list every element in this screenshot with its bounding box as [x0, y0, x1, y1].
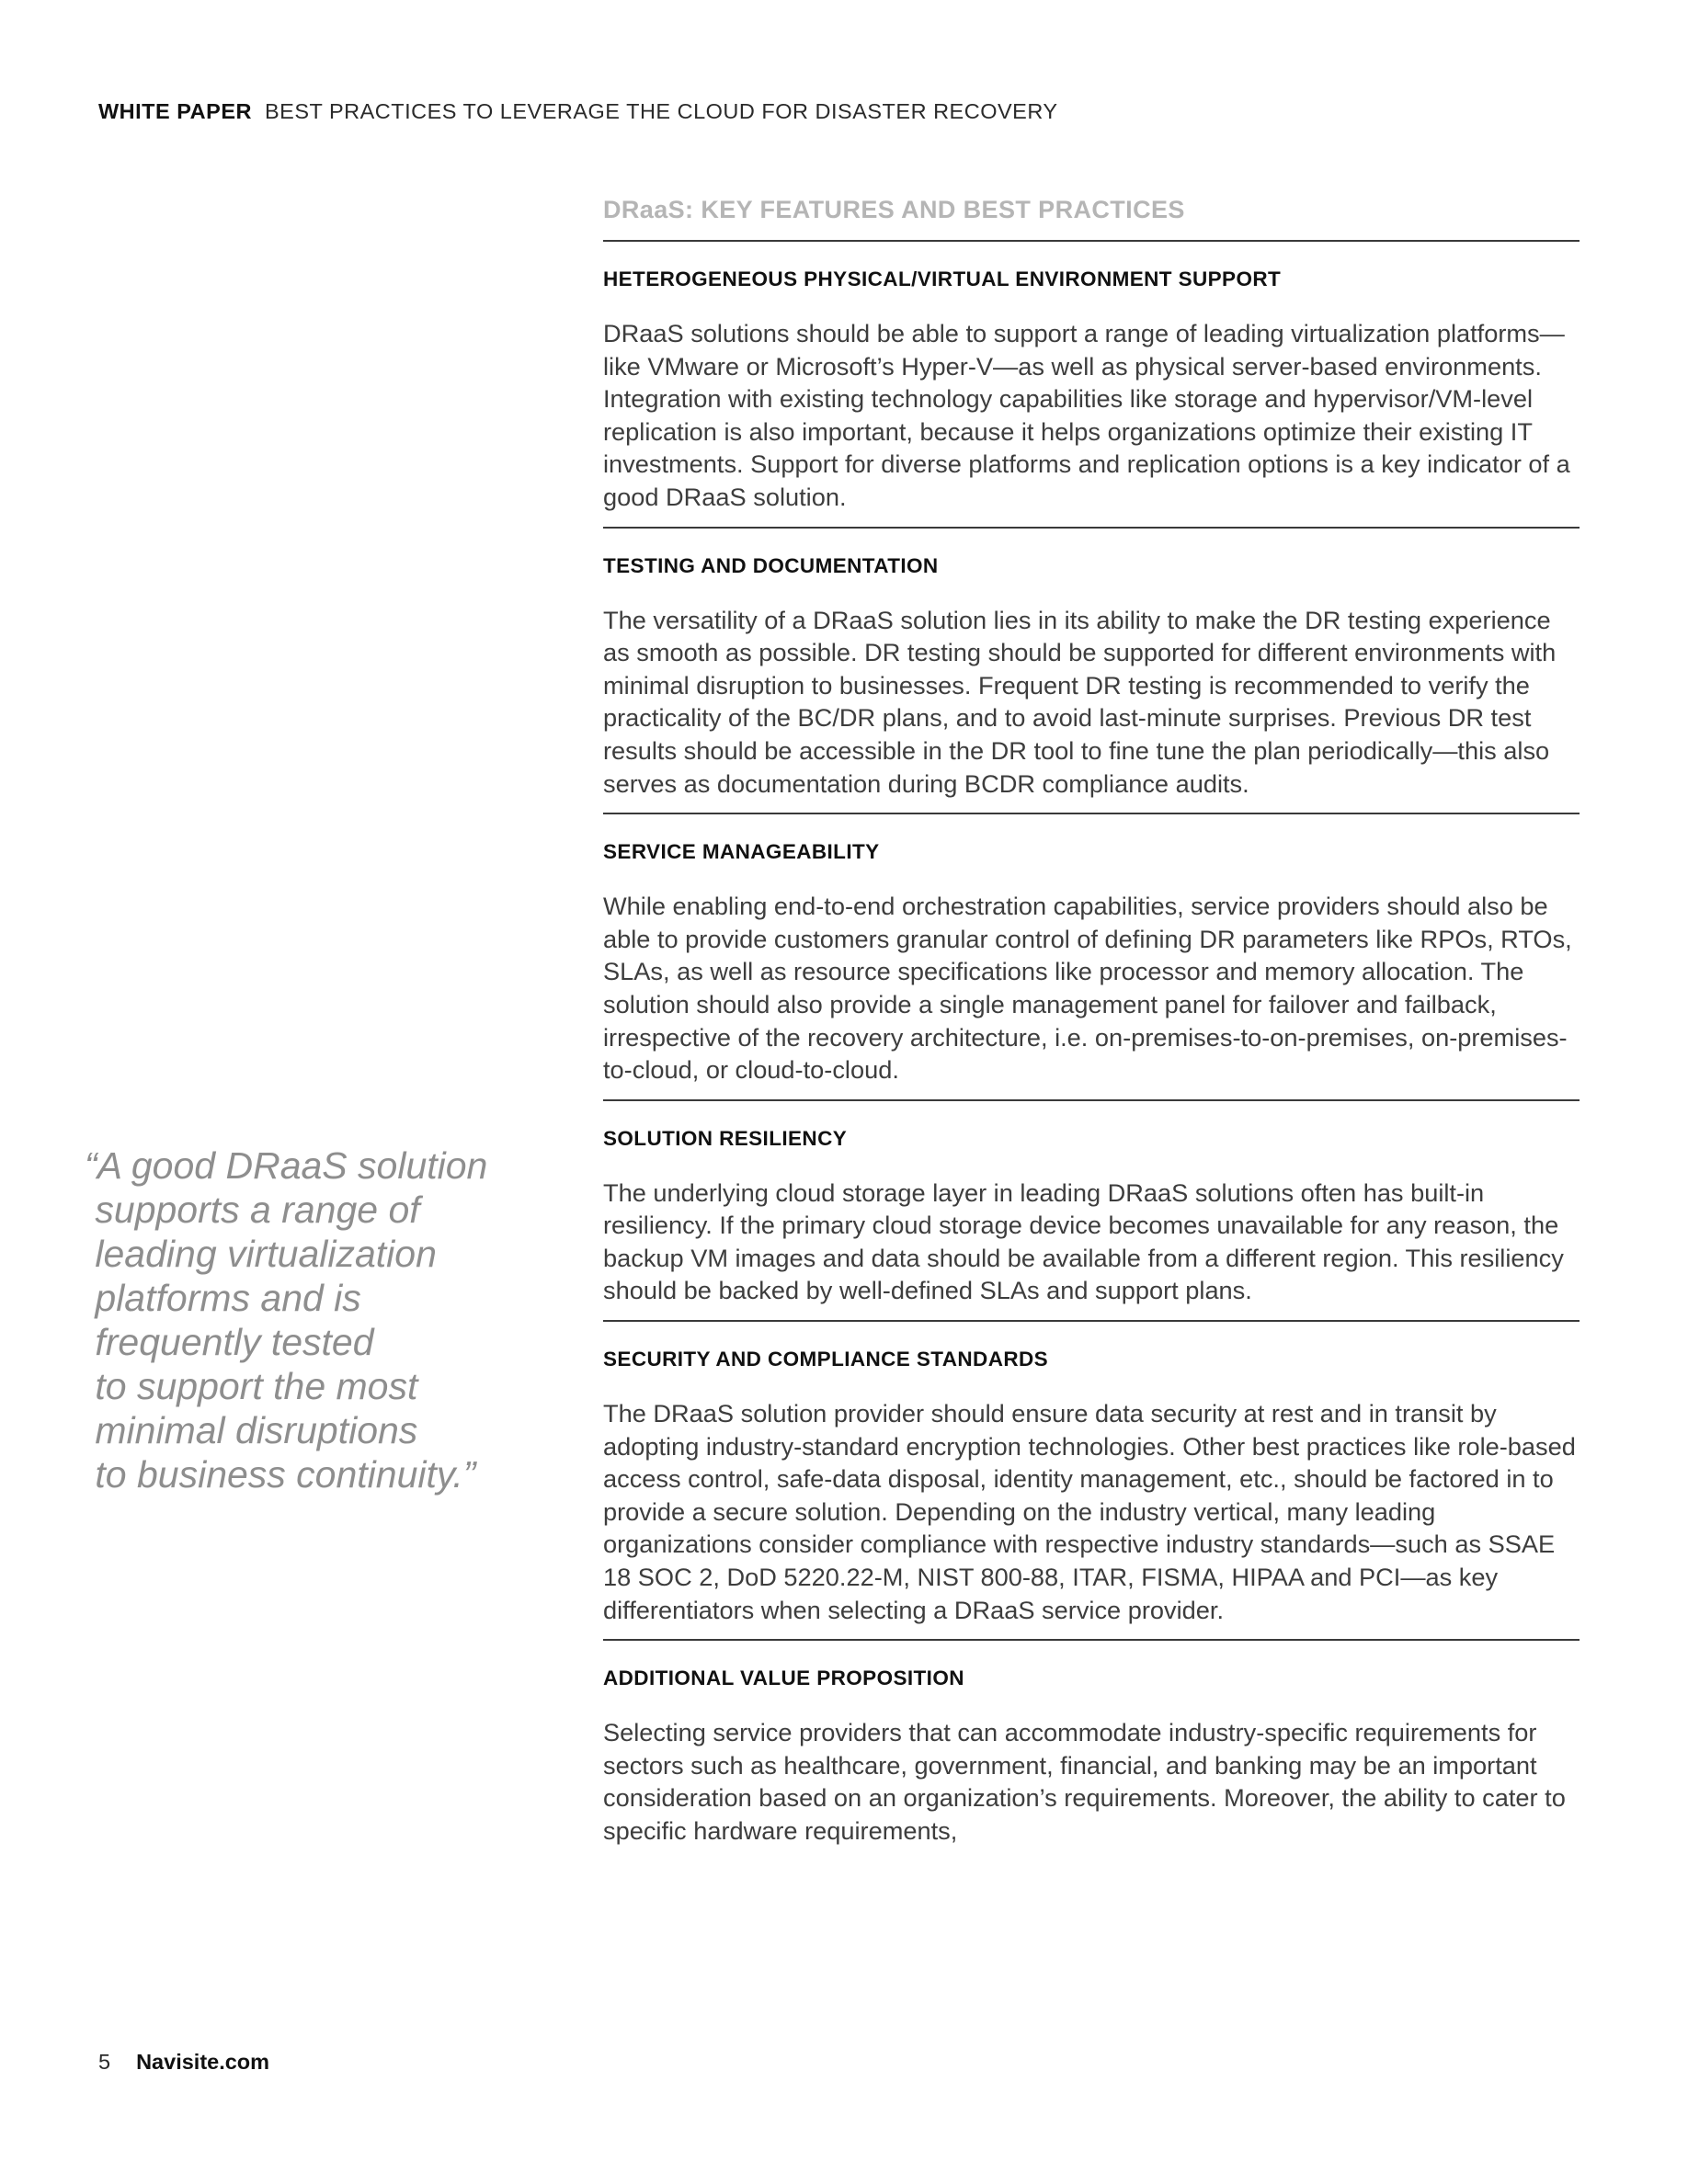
feature-body: The underlying cloud storage layer in leading DRaaS solutions often has built-in resiliency. If the primary cloud storage device becomes unavailable for any reason, the backup VM images and data should be available from a different region. This resiliency should be backed by well-defined SLAs and support plans. — [603, 1177, 1564, 1305]
feature-body: Selecting service providers that can accommodate industry-specific requirements for sectors such as healthcare, government, financial, and banking may be an important consideration based on an organization’s requirements. Moreover, the ability to cater to specific hardware requirements, — [603, 1718, 1566, 1845]
main-content — [603, 196, 1580, 1860]
feature-heading: SECURITY AND COMPLIANCE STANDARDS — [603, 1348, 1049, 1371]
feature-section — [603, 529, 1580, 815]
feature-section — [603, 242, 1580, 529]
feature-section — [603, 1101, 1580, 1322]
feature-body: The DRaaS solution provider should ensure data security at rest and in transit by adopting industry-standard encryption technologies. Other best practices like role-based access control, safe-data disposal, identity management, etc., should be factored in to provide a secure solution. Depending on the industry vertical, many leading organizations consider compliance with respective industry standards—such as SSAE 18 SOC 2, DoD 5220.22-M, NIST 800-88, ITAR, FISMA, HIPAA and PCI—as key differentiators when selecting a DRaaS service provider. — [603, 1399, 1576, 1624]
pull-quote: “A good DRaaS solution supports a range of leading virtualization platforms and is frequently tested to support the most minimal disruptions to business continuity.” — [85, 1144, 488, 1496]
feature-section — [603, 1322, 1580, 1641]
feature-body: While enabling end-to-end orchestration capabilities, service providers should also be able to provide customers granular control of defining DR parameters like RPOs, RTOs, SLAs, as well as resource specifications like processor and memory allocation. The solution should also provide a single management panel for failover and failback, irrespective of the recovery architecture, i.e. on-premises-to-on-premises, on-premises-to-cloud, or cloud-to-cloud. — [603, 892, 1572, 1085]
document-type-label: WHITE PAPER — [98, 99, 252, 123]
feature-body: The versatility of a DRaaS solution lies in its ability to make the DR testing experience as smooth as possible. DR testing should be supported for different environments with minimal disruption to businesses. Frequent DR testing is recommended to verify the practicality of the BC/DR plans, and to avoid last-minute surprises. Previous DR test results should be accessible in the DR tool to fine tune the plan periodically—this also serves as documentation during BCDR compliance audits. — [603, 605, 1557, 798]
running-header — [98, 99, 1058, 124]
page-number: 5 — [98, 2050, 111, 2074]
feature-heading: HETEROGENEOUS PHYSICAL/VIRTUAL ENVIRONMENT SUPPORT — [603, 267, 1282, 290]
site-link[interactable]: Navisite.com — [136, 2050, 270, 2074]
feature-heading: ADDITIONAL VALUE PROPOSITION — [603, 1666, 964, 1690]
feature-section — [603, 814, 1580, 1101]
feature-heading: TESTING AND DOCUMENTATION — [603, 553, 939, 577]
feature-heading: SERVICE MANAGEABILITY — [603, 840, 880, 864]
document-title: BEST PRACTICES TO LEVERAGE THE CLOUD FOR DISASTER RECOVERY — [264, 99, 1058, 123]
page-footer — [98, 2050, 269, 2075]
feature-section — [603, 1641, 1580, 1860]
feature-heading: SOLUTION RESILIENCY — [603, 1126, 848, 1150]
feature-body: DRaaS solutions should be able to support a range of leading virtualization platforms—like VMware or Microsoft’s Hyper-V—as well as physical server-based environments. Integration with existing technology capabilities like storage and hypervisor/VM-level replication is also important, because it helps organizations optimize their existing IT investments. Support for diverse platforms and replication options is a key indicator of a good DRaaS solution. — [603, 319, 1570, 511]
section-title: DRaaS: KEY FEATURES AND BEST PRACTICES — [603, 196, 1580, 242]
